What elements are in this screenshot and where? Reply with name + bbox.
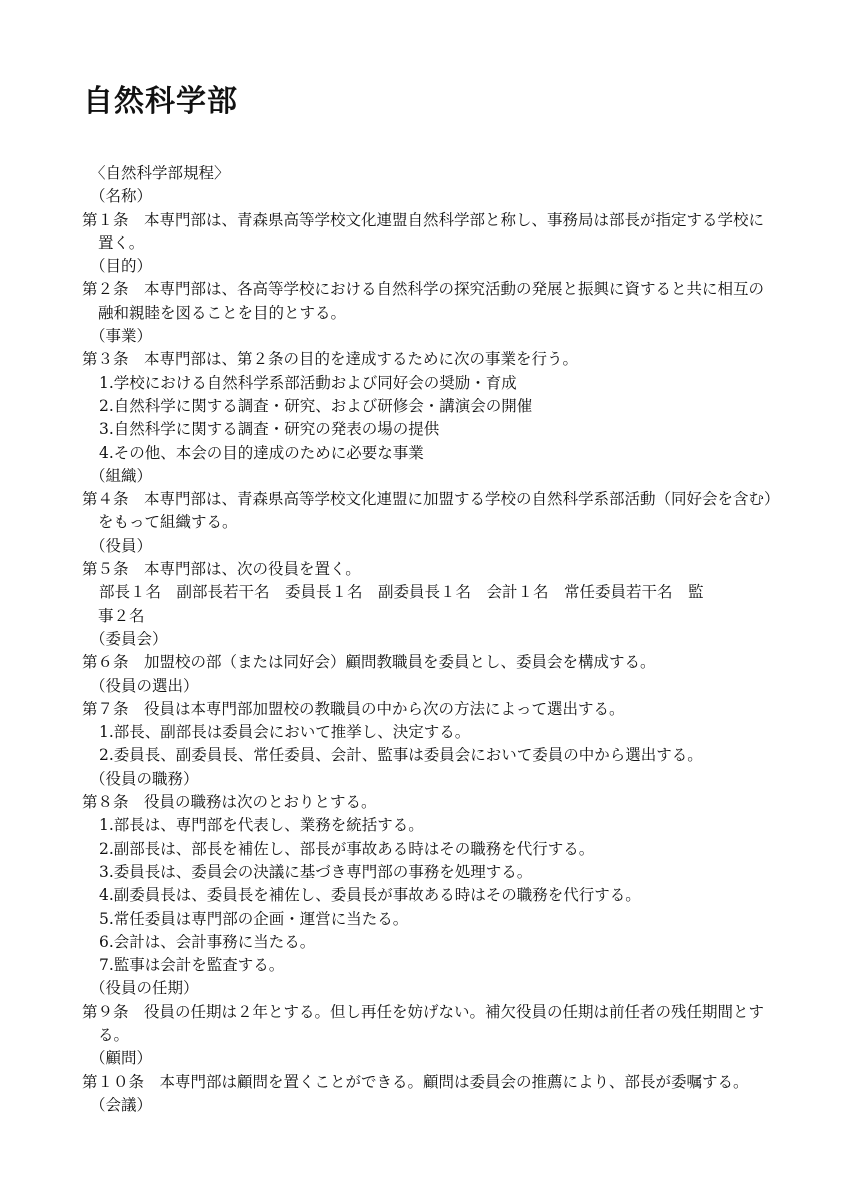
list-item: 2.自然科学に関する調査・研究、および研修会・講演会の開催 — [99, 396, 533, 415]
section-heading-name: （名称） — [90, 187, 153, 206]
list-item: 1.部長、副部長は委員会において推挙し、決定する。 — [99, 723, 471, 742]
article-4: 第４条 本専門部は、青森県高等学校文化連盟に加盟する学校の自然科学系部活動（同好会を含む）をもって組織する。 — [82, 490, 772, 532]
article-10: 第１０条 本専門部は顧問を置くことができる。顧問は委員会の推薦により、部長が委嘱する。 — [82, 1072, 749, 1091]
officer-list: 部長１名 副部長若干名 委員長１名 副委員長１名 会計１名 常任委員若干名 監 — [99, 583, 704, 602]
page-title: 自然科学部 — [83, 84, 238, 119]
article-1: 第１条 本専門部は、青森県高等学校文化連盟自然科学部と称し、事務局は部長が指定する学校に置く。 — [82, 210, 765, 252]
list-item: 2.委員長、副委員長、常任委員、会計、監事は委員会において委員の中から選出する。 — [99, 746, 703, 765]
article-9: 第９条 役員の任期は２年とする。但し再任を妨げない。補欠役員の任期は前任者の残任期間とする。 — [82, 1002, 765, 1044]
article-7: 第７条 役員は本専門部加盟校の教職員の中から次の方法によって選出する。 — [82, 699, 625, 718]
list-item: 3.自然科学に関する調査・研究の発表の場の提供 — [99, 420, 440, 439]
list-item: 2.副部長は、部長を補佐し、部長が事故ある時はその職務を代行する。 — [99, 839, 595, 858]
list-item: 1.学校における自然科学系部活動および同好会の奨励・育成 — [99, 373, 517, 392]
list-item: 3.委員長は、委員会の決議に基づき専門部の事務を処理する。 — [99, 862, 533, 881]
regulation-heading: 〈自然科学部規程〉 — [90, 164, 230, 182]
officer-list-continued: 事２名 — [98, 606, 145, 625]
section-heading-purpose: （目的） — [90, 257, 153, 276]
list-item: 4.副委員長は、委員長を補佐し、委員長が事故ある時はその職務を代行する。 — [99, 886, 641, 905]
section-heading-projects: （事業） — [90, 327, 153, 346]
list-item: 4.その他、本会の目的達成のために必要な事業 — [99, 443, 424, 462]
section-heading-meetings: （会議） — [90, 1095, 153, 1114]
section-heading-committee: （委員会） — [90, 629, 168, 648]
article-8: 第８条 役員の職務は次のとおりとする。 — [82, 793, 377, 812]
list-item: 1.部長は、専門部を代表し、業務を統括する。 — [99, 816, 424, 835]
section-heading-election: （役員の選出） — [90, 676, 199, 695]
list-item: 7.監事は会計を監査する。 — [99, 956, 285, 975]
section-heading-term: （役員の任期） — [90, 979, 199, 998]
section-heading-officers: （役員） — [90, 536, 153, 555]
article-5: 第５条 本専門部は、次の役員を置く。 — [82, 560, 361, 579]
article-6: 第６条 加盟校の部（または同好会）顧問教職員を委員とし、委員会を構成する。 — [82, 653, 656, 672]
list-item: 5.常任委員は専門部の企画・運営に当たる。 — [99, 909, 409, 928]
regulation-body — [82, 162, 772, 1117]
section-heading-advisors: （顧問） — [90, 1049, 153, 1068]
article-2: 第２条 本専門部は、各高等学校における自然科学の探究活動の発展と振興に資すると共に相互の融和親睦を図ることを目的とする。 — [82, 280, 765, 322]
section-heading-organization: （組織） — [90, 466, 153, 485]
list-item: 6.会計は、会計事務に当たる。 — [99, 932, 316, 951]
section-heading-duties: （役員の職務） — [90, 769, 199, 788]
article-3: 第３条 本専門部は、第２条の目的を達成するために次の事業を行う。 — [82, 350, 579, 369]
